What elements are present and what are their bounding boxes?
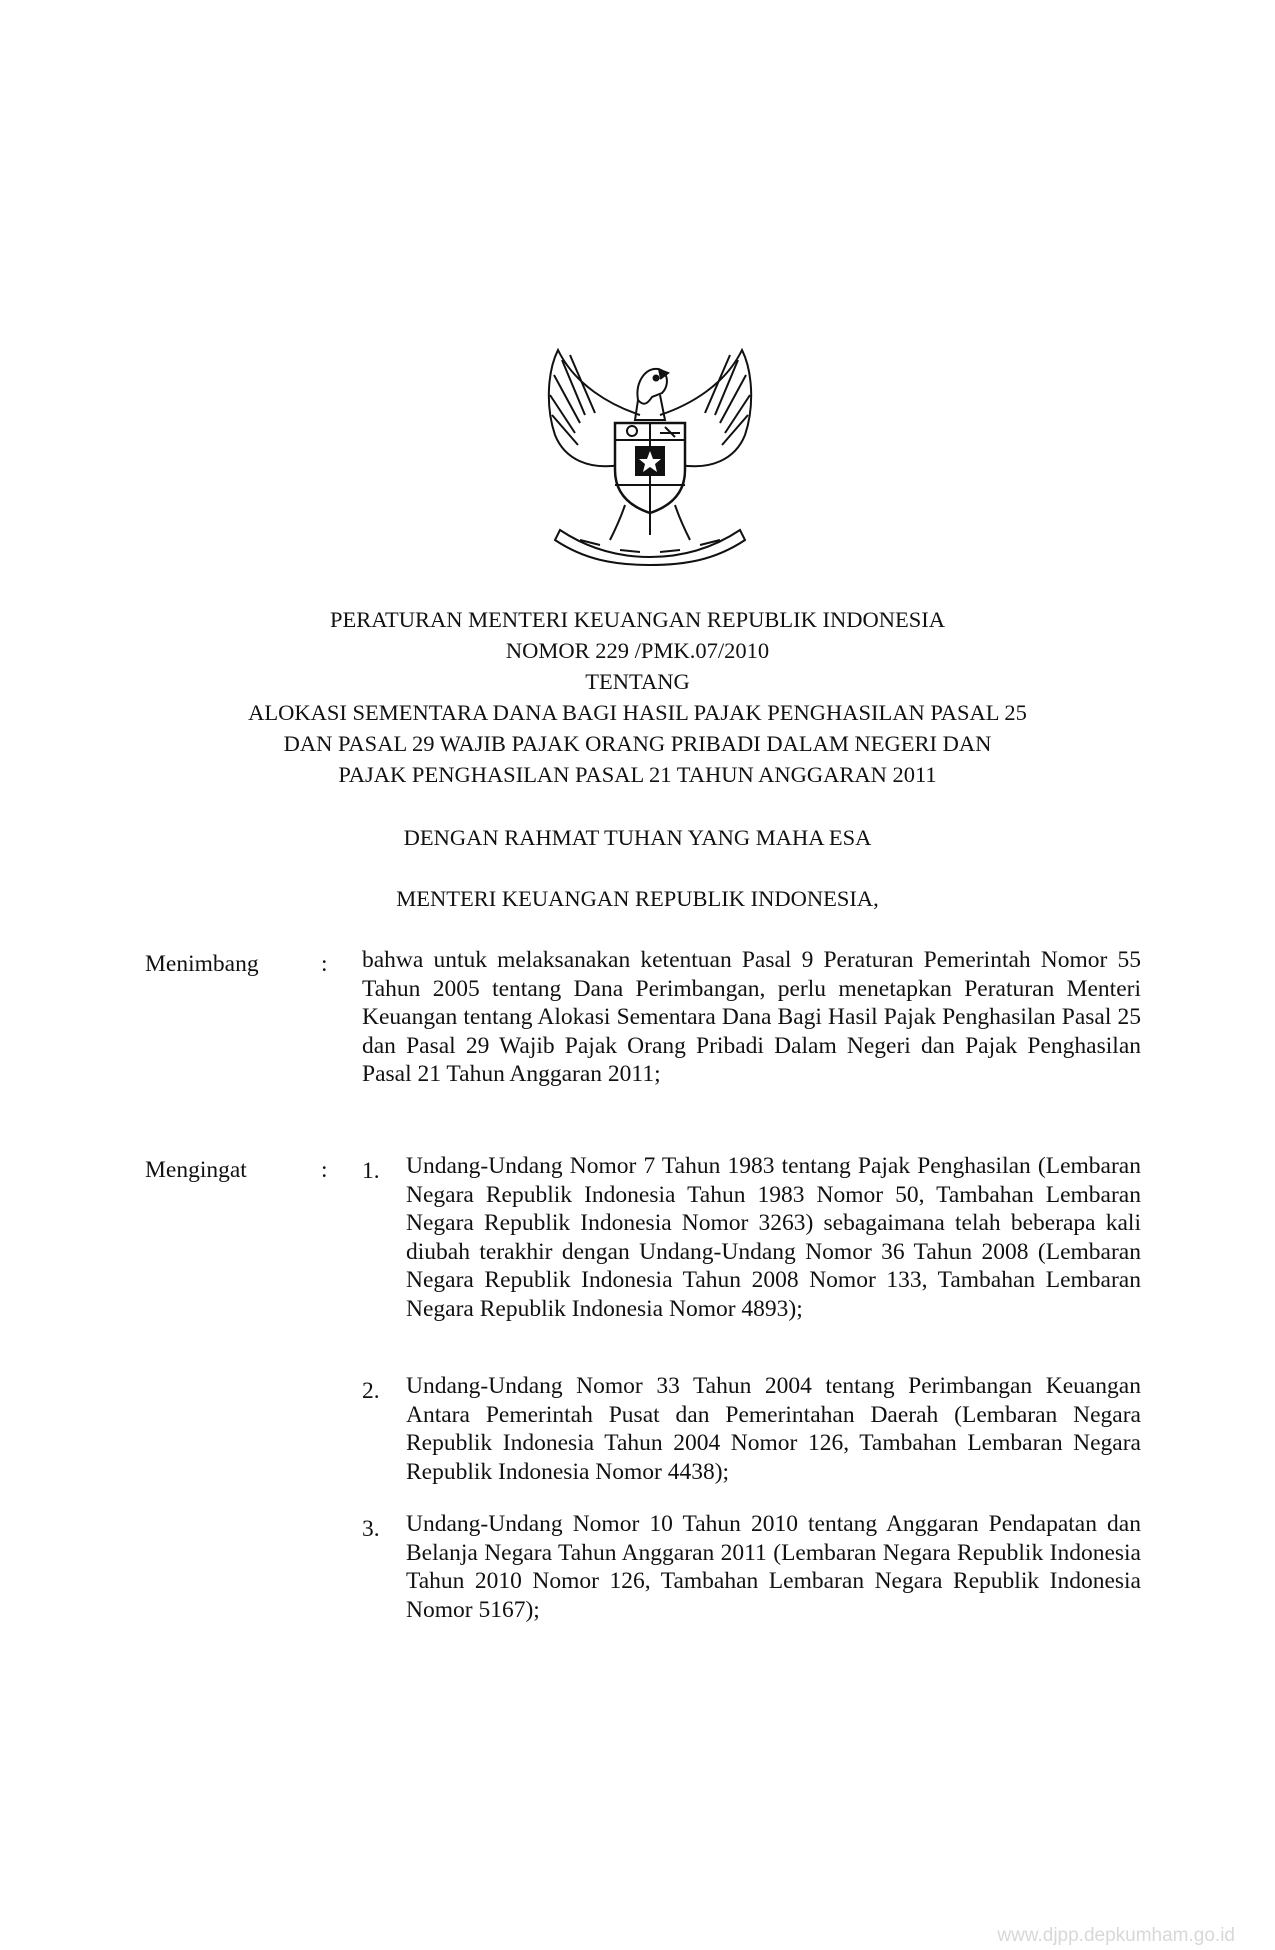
- mengingat-label: Mengingat: [145, 1157, 247, 1183]
- mengingat-colon: :: [321, 1157, 328, 1183]
- title-line: TENTANG: [585, 669, 690, 694]
- title-line: PAJAK PENGHASILAN PASAL 21 TAHUN ANGGARAN 2011: [338, 762, 937, 787]
- menimbang-colon: :: [321, 951, 328, 977]
- title-line: NOMOR 229 /PMK.07/2010: [505, 638, 770, 663]
- list-item: Undang-Undang Nomor 10 Tahun 2010 tentang Anggaran Pendapatan dan Belanja Negara Tahun Anggaran 2011 (Lembaran Negara Republik Indonesia Tahun 2010 Nomor 126, Tambahan Lembaran Negara Republik Indonesia Nomor 5167);: [406, 1511, 1141, 1623]
- issuer-heading: MENTERI KEUANGAN REPUBLIK INDONESIA,: [396, 886, 879, 911]
- list-item: Undang-Undang Nomor 33 Tahun 2004 tentang Perimbangan Keuangan Antara Pemerintah Pusat dan Pemerintahan Daerah (Lembaran Negara Republik Indonesia Tahun 2004 Nomor 126, Tambahan Lembaran Negara Republik Indonesia Nomor 4438);: [406, 1373, 1141, 1485]
- document-title-block: [0, 604, 1275, 790]
- list-item-number: 2.: [362, 1378, 380, 1404]
- list-item: Undang-Undang Nomor 7 Tahun 1983 tentang Pajak Penghasilan (Lembaran Negara Republik Indonesia Tahun 1983 Nomor 50, Tambahan Lembaran Negara Republik Indonesia Nomor 3263) sebagaimana telah beberapa kali diubah terakhir dengan Undang-Undang Nomor 36 Tahun 2008 (Lembaran Negara Republik Indonesia Tahun 2008 Nomor 133, Tambahan Lembaran Negara Republik Indonesia Nomor 4893);: [406, 1153, 1141, 1322]
- list-item-number: 1.: [362, 1158, 380, 1184]
- watermark: www.djpp.depkumham.go.id: [997, 1925, 1235, 1946]
- menimbang-label: Menimbang: [145, 951, 259, 977]
- list-item-number: 3.: [362, 1516, 380, 1542]
- garuda-emblem-icon: [540, 345, 760, 567]
- title-line: ALOKASI SEMENTARA DANA BAGI HASIL PAJAK PENGHASILAN PASAL 25: [248, 700, 1027, 725]
- basmalah: DENGAN RAHMAT TUHAN YANG MAHA ESA: [403, 825, 872, 850]
- menimbang-text: bahwa untuk melaksanakan ketentuan Pasal 9 Peraturan Pemerintah Nomor 55 Tahun 2005 tentang Dana Perimbangan, perlu menetapkan Peraturan Menteri Keuangan tentang Alokasi Sementara Dana Bagi Hasil Pajak Penghasilan Pasal 25 dan Pasal 29 Wajib Pajak Orang Pribadi Dalam Negeri dan Pajak Penghasilan Pasal 21 Tahun Anggaran 2011;: [362, 947, 1141, 1088]
- title-line: PERATURAN MENTERI KEUANGAN REPUBLIK INDONESIA: [330, 607, 945, 632]
- title-line: DAN PASAL 29 WAJIB PAJAK ORANG PRIBADI DALAM NEGERI DAN: [283, 731, 992, 756]
